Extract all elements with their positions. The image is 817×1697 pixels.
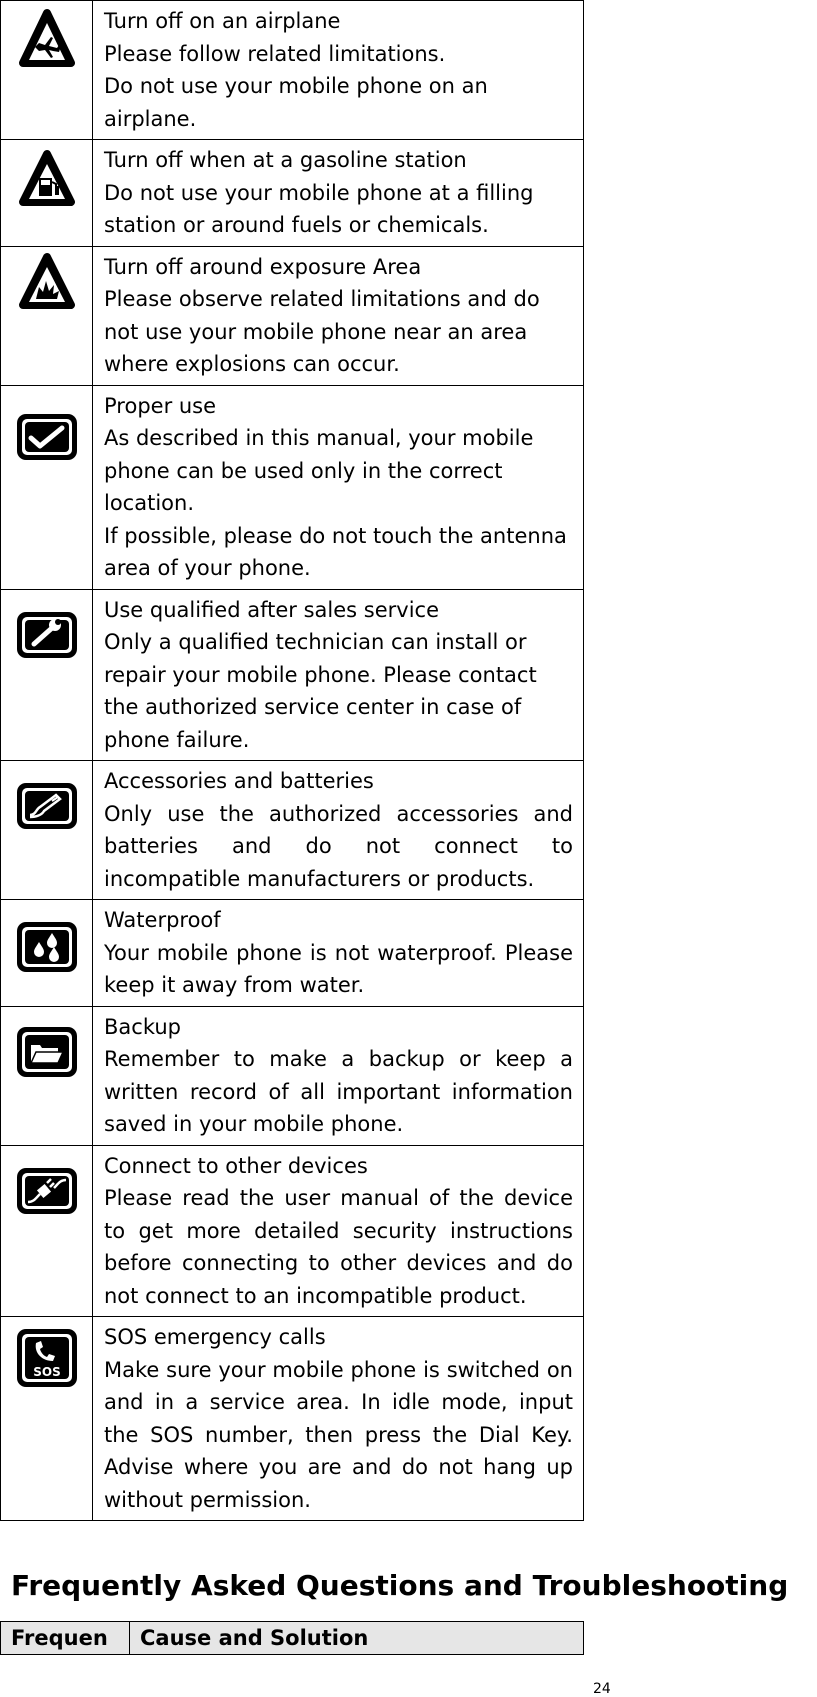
icon-cell xyxy=(1,140,93,247)
safety-row xyxy=(1,1145,584,1317)
sos-icon-label: SOS xyxy=(32,1365,61,1379)
icon-cell xyxy=(1,900,93,1007)
icon-cell xyxy=(1,1006,93,1145)
safety-text-cell xyxy=(93,1006,584,1145)
safety-item-title: Proper use xyxy=(104,393,217,418)
safety-item-line: Only a qualified technician can install or repair your mobile phone. Please contact the authorized service center in case of phone failure. xyxy=(104,630,537,752)
faq-header-row xyxy=(1,1622,584,1655)
page-number: 24 xyxy=(593,1681,611,1697)
icon-cell xyxy=(1,385,93,589)
faq-column-header: Cause and Solution xyxy=(130,1622,584,1655)
icon-cell xyxy=(1,1,93,140)
safety-text-cell xyxy=(93,589,584,761)
checkmark-icon xyxy=(14,386,80,468)
safety-item-line: If possible, please do not touch the antenna area of your phone. xyxy=(104,523,567,580)
safety-text-cell xyxy=(93,1317,584,1521)
safety-item-title: Turn off on an airplane xyxy=(104,9,341,33)
safety-item-title: Turn off around exposure Area xyxy=(104,254,422,279)
safety-text-cell xyxy=(93,900,584,1007)
safety-item-line: Make sure your mobile phone is switched on and in a service area. In idle mode, input the SOS number, then press the Dial Key. Advise where you are and do not hang up without permission. xyxy=(104,1357,573,1512)
safety-item-title: Accessories and batteries xyxy=(104,769,374,793)
safety-text-cell xyxy=(93,246,584,385)
faq-heading: Frequently Asked Questions and Troubleshooting xyxy=(11,1569,789,1602)
safety-row xyxy=(1,900,584,1007)
safety-item-line: Your mobile phone is not waterproof. Please keep it away from water. xyxy=(104,940,573,997)
safety-row xyxy=(1,1317,584,1521)
safety-item-title: Turn off when at a gasoline station xyxy=(104,148,467,172)
safety-item-line: Remember to make a backup or keep a written record of all important information saved in your mobile phone. xyxy=(104,1047,573,1136)
battery-pen-icon xyxy=(14,761,80,835)
safety-text-cell xyxy=(93,761,584,900)
water-drops-icon xyxy=(14,900,80,978)
safety-text-cell xyxy=(93,140,584,247)
safety-row xyxy=(1,246,584,385)
plug-icon xyxy=(14,1146,80,1220)
icon-cell xyxy=(1,246,93,385)
safety-item-line: Please follow related limitations. xyxy=(104,41,446,66)
faq-column-header: Frequen xyxy=(1,1622,130,1655)
icon-cell xyxy=(1,1145,93,1317)
fuel-pump-icon xyxy=(18,140,76,212)
safety-item-title: SOS emergency calls xyxy=(104,1325,326,1349)
safety-row xyxy=(1,385,584,589)
folder-icon xyxy=(14,1007,80,1083)
sos-phone-icon xyxy=(14,1317,80,1393)
airplane-icon xyxy=(18,1,76,71)
safety-text-cell xyxy=(93,385,584,589)
safety-item-line: Please read the user manual of the device to get more detailed security instructions before connecting to other devices and do not connect to an incompatible product. xyxy=(104,1186,573,1308)
safety-text-cell xyxy=(93,1,584,140)
safety-row xyxy=(1,140,584,247)
safety-text-cell xyxy=(93,1145,584,1317)
safety-item-title: Backup xyxy=(104,1014,181,1039)
safety-item-line: Do not use your mobile phone at a filling station or around fuels or chemicals. xyxy=(104,180,534,237)
safety-item-title: Use qualified after sales service xyxy=(104,597,439,622)
safety-row xyxy=(1,589,584,761)
safety-item-line: Please observe related limitations and do not use your mobile phone near an area where explosions can occur. xyxy=(104,287,540,376)
safety-item-line: Only use the authorized accessories and batteries and do not connect to incompatible manufacturers or products. xyxy=(104,801,573,891)
wrench-icon xyxy=(14,590,80,664)
safety-item-line: Do not use your mobile phone on an airplane. xyxy=(104,74,488,131)
safety-item-title: Connect to other devices xyxy=(104,1153,368,1178)
safety-row xyxy=(1,1006,584,1145)
safety-row xyxy=(1,761,584,900)
faq-table xyxy=(0,1621,584,1655)
safety-item-line: As described in this manual, your mobile phone can be used only in the correct location. xyxy=(104,426,534,515)
safety-row xyxy=(1,1,584,140)
icon-cell xyxy=(1,1317,93,1521)
safety-item-title: Waterproof xyxy=(104,908,221,932)
explosion-icon xyxy=(18,247,76,317)
icon-cell xyxy=(1,589,93,761)
icon-cell xyxy=(1,761,93,900)
